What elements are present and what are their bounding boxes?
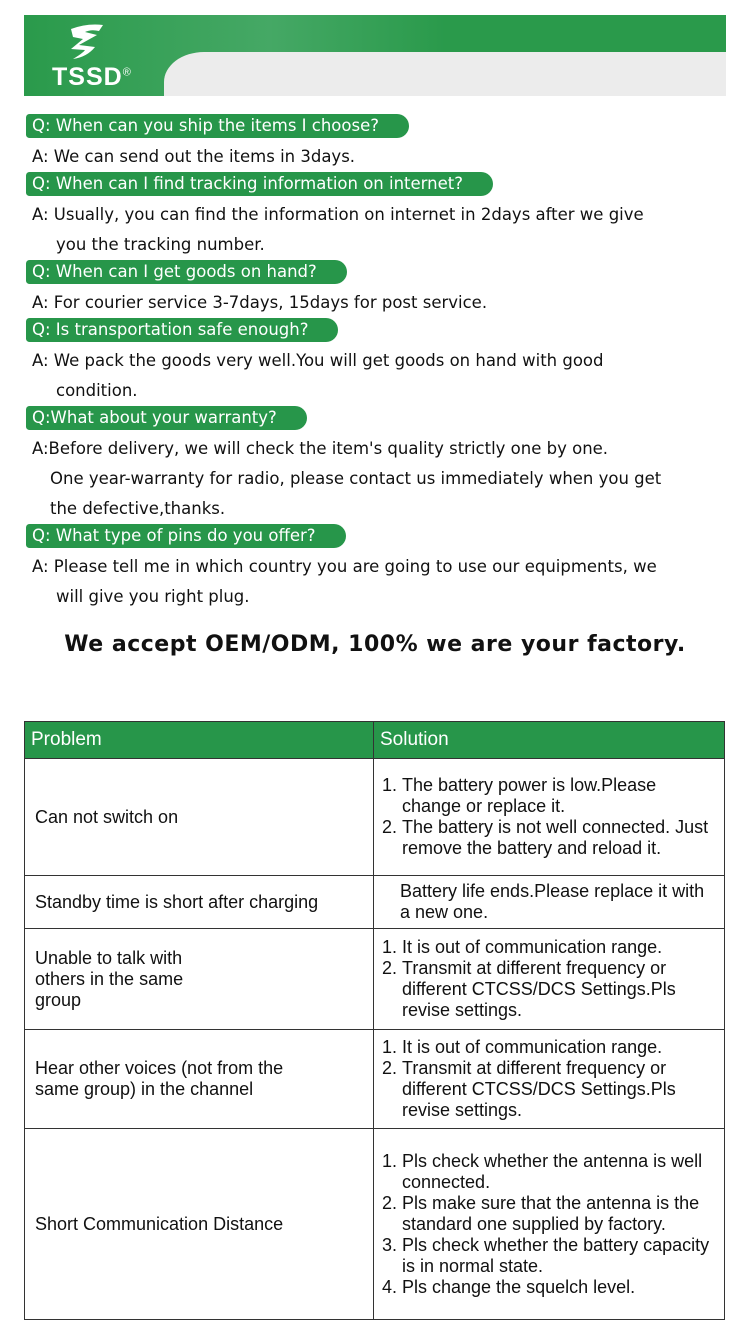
solution-item: 4. Pls change the squelch level. [402,1277,714,1298]
logo-mark-icon [69,23,109,61]
table-row [25,1129,725,1320]
faq-answer [26,346,726,406]
header-solution: Solution [374,722,725,759]
faq-answer-line: A: Usually, you can find the information on internet in 2days after we give [32,205,644,224]
faq-answer-line: A: We can send out the items in 3days. [32,147,356,166]
solution-cell [374,876,725,929]
registered-mark: ® [122,66,132,79]
faq-question: Q:What about your warranty? [26,406,307,430]
header-banner [24,15,726,96]
solution-text: Battery life ends.Please replace it with a new one. [400,881,705,922]
faq-question: Q: When can I find tracking information on internet? [26,172,493,196]
solution-item: 2. The battery is not well connected. Just remove the battery and reload it. [402,817,714,859]
header-problem: Problem [25,722,374,759]
solution-cell [374,1129,725,1320]
faq-answer [26,552,726,612]
table-row [25,929,725,1030]
solution-item: 2. Pls make sure that the antenna is the standard one supplied by factory. [402,1193,714,1235]
faq-list [26,114,726,612]
faq-answer-line: will give you right plug. [56,587,250,606]
faq-answer-line: A: For courier service 3-7days, 15days for post service. [32,293,488,312]
faq-answer-line: the defective,thanks. [50,499,226,518]
solution-cell [374,759,725,876]
problem-cell: Can not switch on [25,759,374,876]
solution-item: 1. The battery power is low.Please change or replace it. [402,775,714,817]
solution-item: 1. It is out of communication range. [402,1037,714,1058]
faq-answer-line: condition. [56,381,138,400]
problem-cell: Short Communication Distance [25,1129,374,1320]
faq-answer [26,434,726,524]
problem-cell: Standby time is short after charging [25,876,374,929]
faq-answer-line: A: We pack the goods very well.You will get goods on hand with good [32,351,604,370]
faq-answer [26,288,726,318]
solution-item: 1. Pls check whether the antenna is well connected. [402,1151,714,1193]
brand-name: TSSD [52,63,123,91]
header-grey-swoosh [164,52,726,96]
logo-text [52,63,132,92]
faq-answer-line: A:Before delivery, we will check the item's quality strictly one by one. [32,439,609,458]
slogan: We accept OEM/ODM, 100% we are your factory. [64,632,686,657]
table-row [25,759,725,876]
faq-question: Q: What type of pins do you offer? [26,524,346,548]
faq-question: Q: When can I get goods on hand? [26,260,347,284]
faq-answer-line: you the tracking number. [56,235,265,254]
table-row [25,1030,725,1129]
solution-item: 2. Transmit at different frequency or different CTCSS/DCS Settings.Pls revise settings. [402,958,714,1021]
troubleshooting-table [24,721,725,1320]
table-row [25,876,725,929]
faq-question: Q: Is transportation safe enough? [26,318,338,342]
solution-item: 1. It is out of communication range. [402,937,714,958]
faq-answer-line: A: Please tell me in which country you are going to use our equipments, we [32,557,657,576]
solution-item: 3. Pls check whether the battery capacity is in normal state. [402,1235,714,1277]
faq-question: Q: When can you ship the items I choose? [26,114,409,138]
solution-cell [374,1030,725,1129]
solution-cell [374,929,725,1030]
problem-cell: Unable to talk with others in the same group [25,929,374,1030]
faq-answer [26,142,726,172]
problem-cell: Hear other voices (not from the same group) in the channel [25,1030,374,1129]
faq-answer-line: One year-warranty for radio, please contact us immediately when you get [50,469,662,488]
solution-item: 2. Transmit at different frequency or different CTCSS/DCS Settings.Pls revise settings. [402,1058,714,1121]
faq-answer [26,200,726,260]
